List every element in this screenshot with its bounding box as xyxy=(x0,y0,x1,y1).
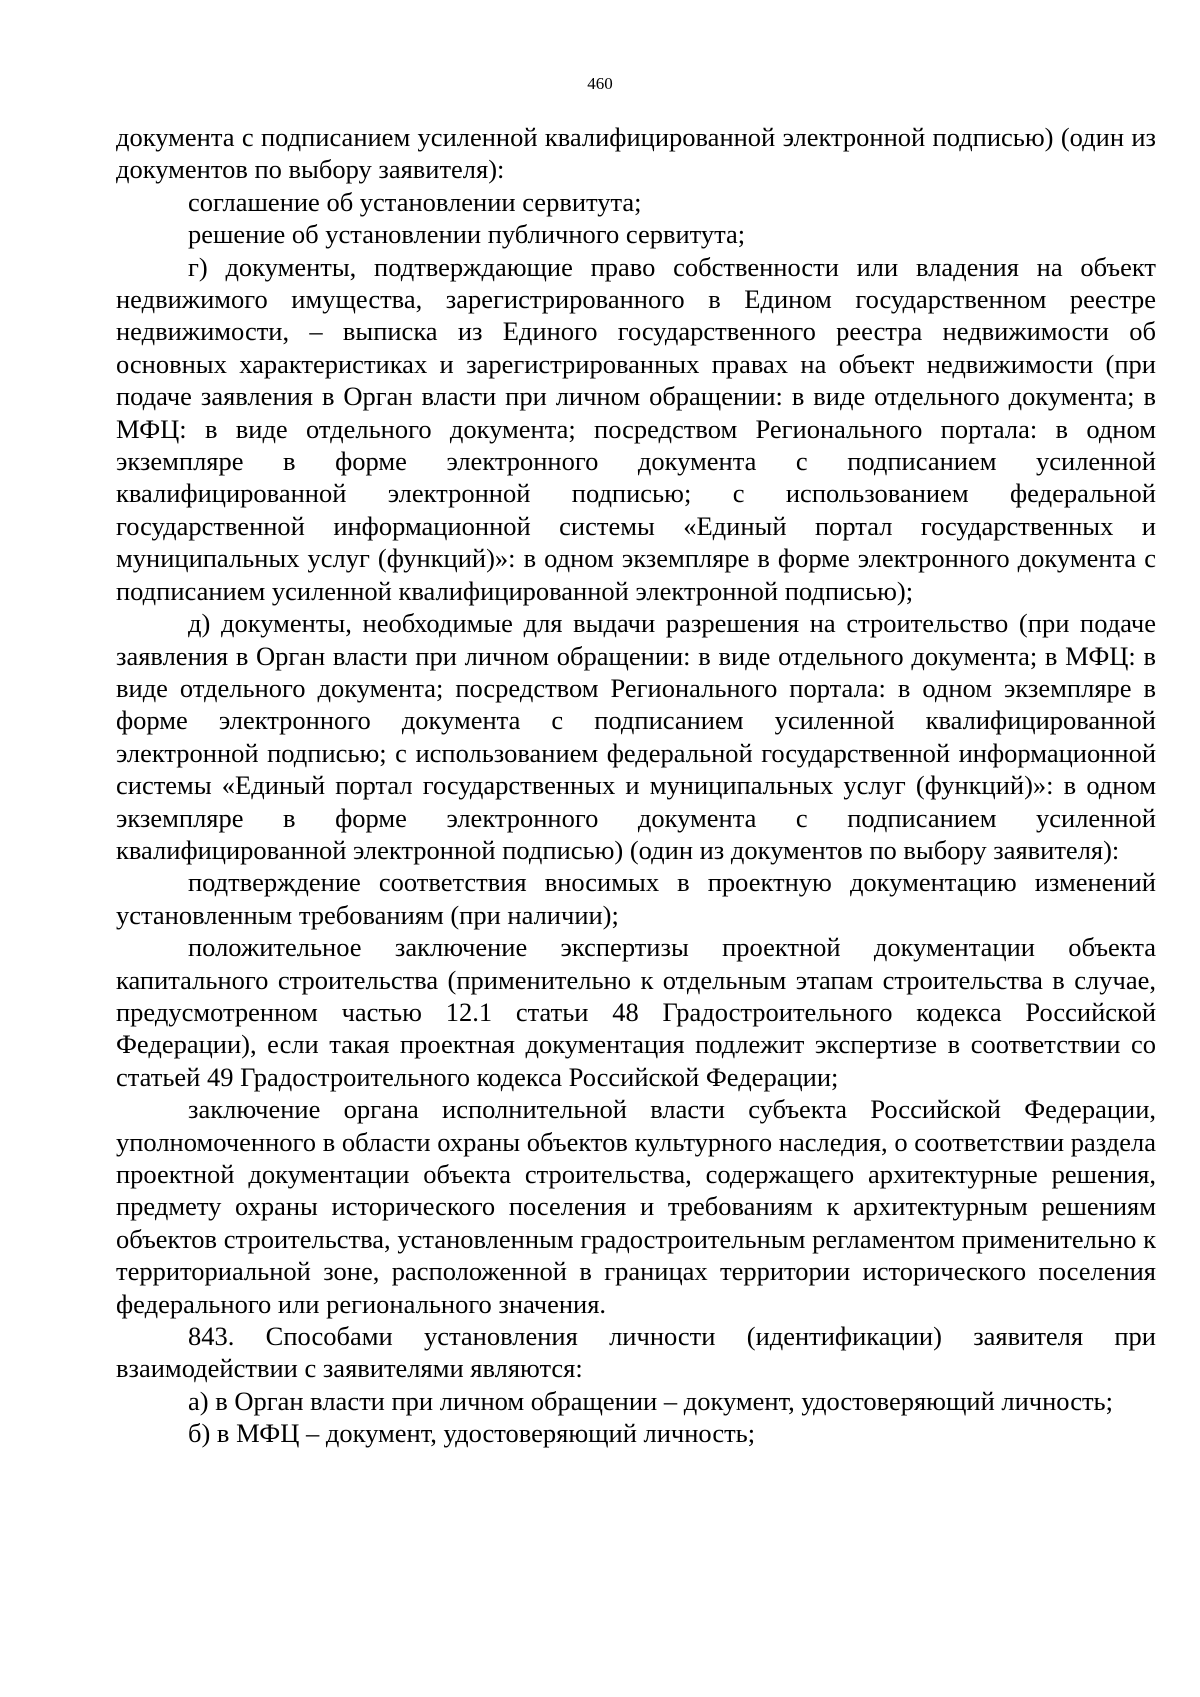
paragraph-conformity-confirmation: подтверждение соответствия вносимых в проектную документацию изменений установленным требованиям (при наличии); xyxy=(116,867,1156,930)
paragraph-843: 843. Способами установления личности (идентификации) заявителя при взаимодействии с заявителями являются: xyxy=(116,1321,1156,1384)
paragraph-item-g: г) документы, подтверждающие право собственности или владения на объект недвижимого имущества, зарегистрированного в Едином государственном реестре недвижимости, – выписка из Единого государственного реестра недвижимости об основных характеристиках и зарегистрированных правах на объект недвижимости (при подаче заявления в Орган власти при личном обращении: в виде отдельного документа; в МФЦ: в виде отдельного документа; посредством Регионального портала: в одном экземпляре в форме электронного документа с подписанием усиленной квалифицированной электронной подписью; с использованием федеральной государственной информационной системы «Единый портал государственных и муниципальных услуг (функций)»: в одном экземпляре в форме электронного документа с подписанием усиленной квалифицированной электронной подписью); xyxy=(116,251,1156,606)
paragraph-easement-agreement: соглашение об установлении сервитута; xyxy=(188,186,642,217)
paragraph-heritage-conclusion: заключение органа исполнительной власти субъекта Российской Федерации, уполномоченного в области охраны объектов культурного наследия, о соответствии раздела проектной документации объекта строительства, содержащего архитектурные решения, предмету охраны исторического поселения и требованиям к архитектурным решениям объектов строительства, установленным градостроительным регламентом применительно к территориальной зоне, расположенной в границах территории исторического поселения федерального или регионального значения. xyxy=(116,1094,1156,1319)
paragraph-continuation: документа с подписанием усиленной квалифицированной электронной подписью) (один из документов по выбору заявителя): xyxy=(116,122,1156,185)
paragraph-expertise-conclusion: положительное заключение экспертизы проектной документации объекта капитального строительства (применительно к отдельным этапам строительства в случае, предусмотренном частью 12.1 статьи 48 Градостроительного кодекса Российской Федерации), если такая проектная документация подлежит экспертизе в соответствии со статьей 49 Градостроительного кодекса Российской Федерации; xyxy=(116,932,1156,1092)
paragraph-item-b: б) в МФЦ – документ, удостоверяющий личность; xyxy=(188,1418,756,1449)
document-body xyxy=(116,121,1156,1450)
paragraph-item-d: д) документы, необходимые для выдачи разрешения на строительство (при подаче заявления в Орган власти при личном обращении: в виде отдельного документа; в МФЦ: в виде отдельного документа; посредством Регионального портала: в одном экземпляре в форме электронного документа с подписанием усиленной квалифицированной электронной подписью; с использованием федеральной государственной информационной системы «Единый портал государственных и муниципальных услуг (функций)»: в одном экземпляре в форме электронного документа с подписанием усиленной квалифицированной электронной подписью) (один из документов по выбору заявителя): xyxy=(116,608,1156,865)
page-number: 460 xyxy=(587,74,613,93)
paragraph-public-easement: решение об установлении публичного сервитута; xyxy=(188,219,746,250)
paragraph-item-a: а) в Орган власти при личном обращении – документ, удостоверяющий личность; xyxy=(188,1385,1113,1416)
